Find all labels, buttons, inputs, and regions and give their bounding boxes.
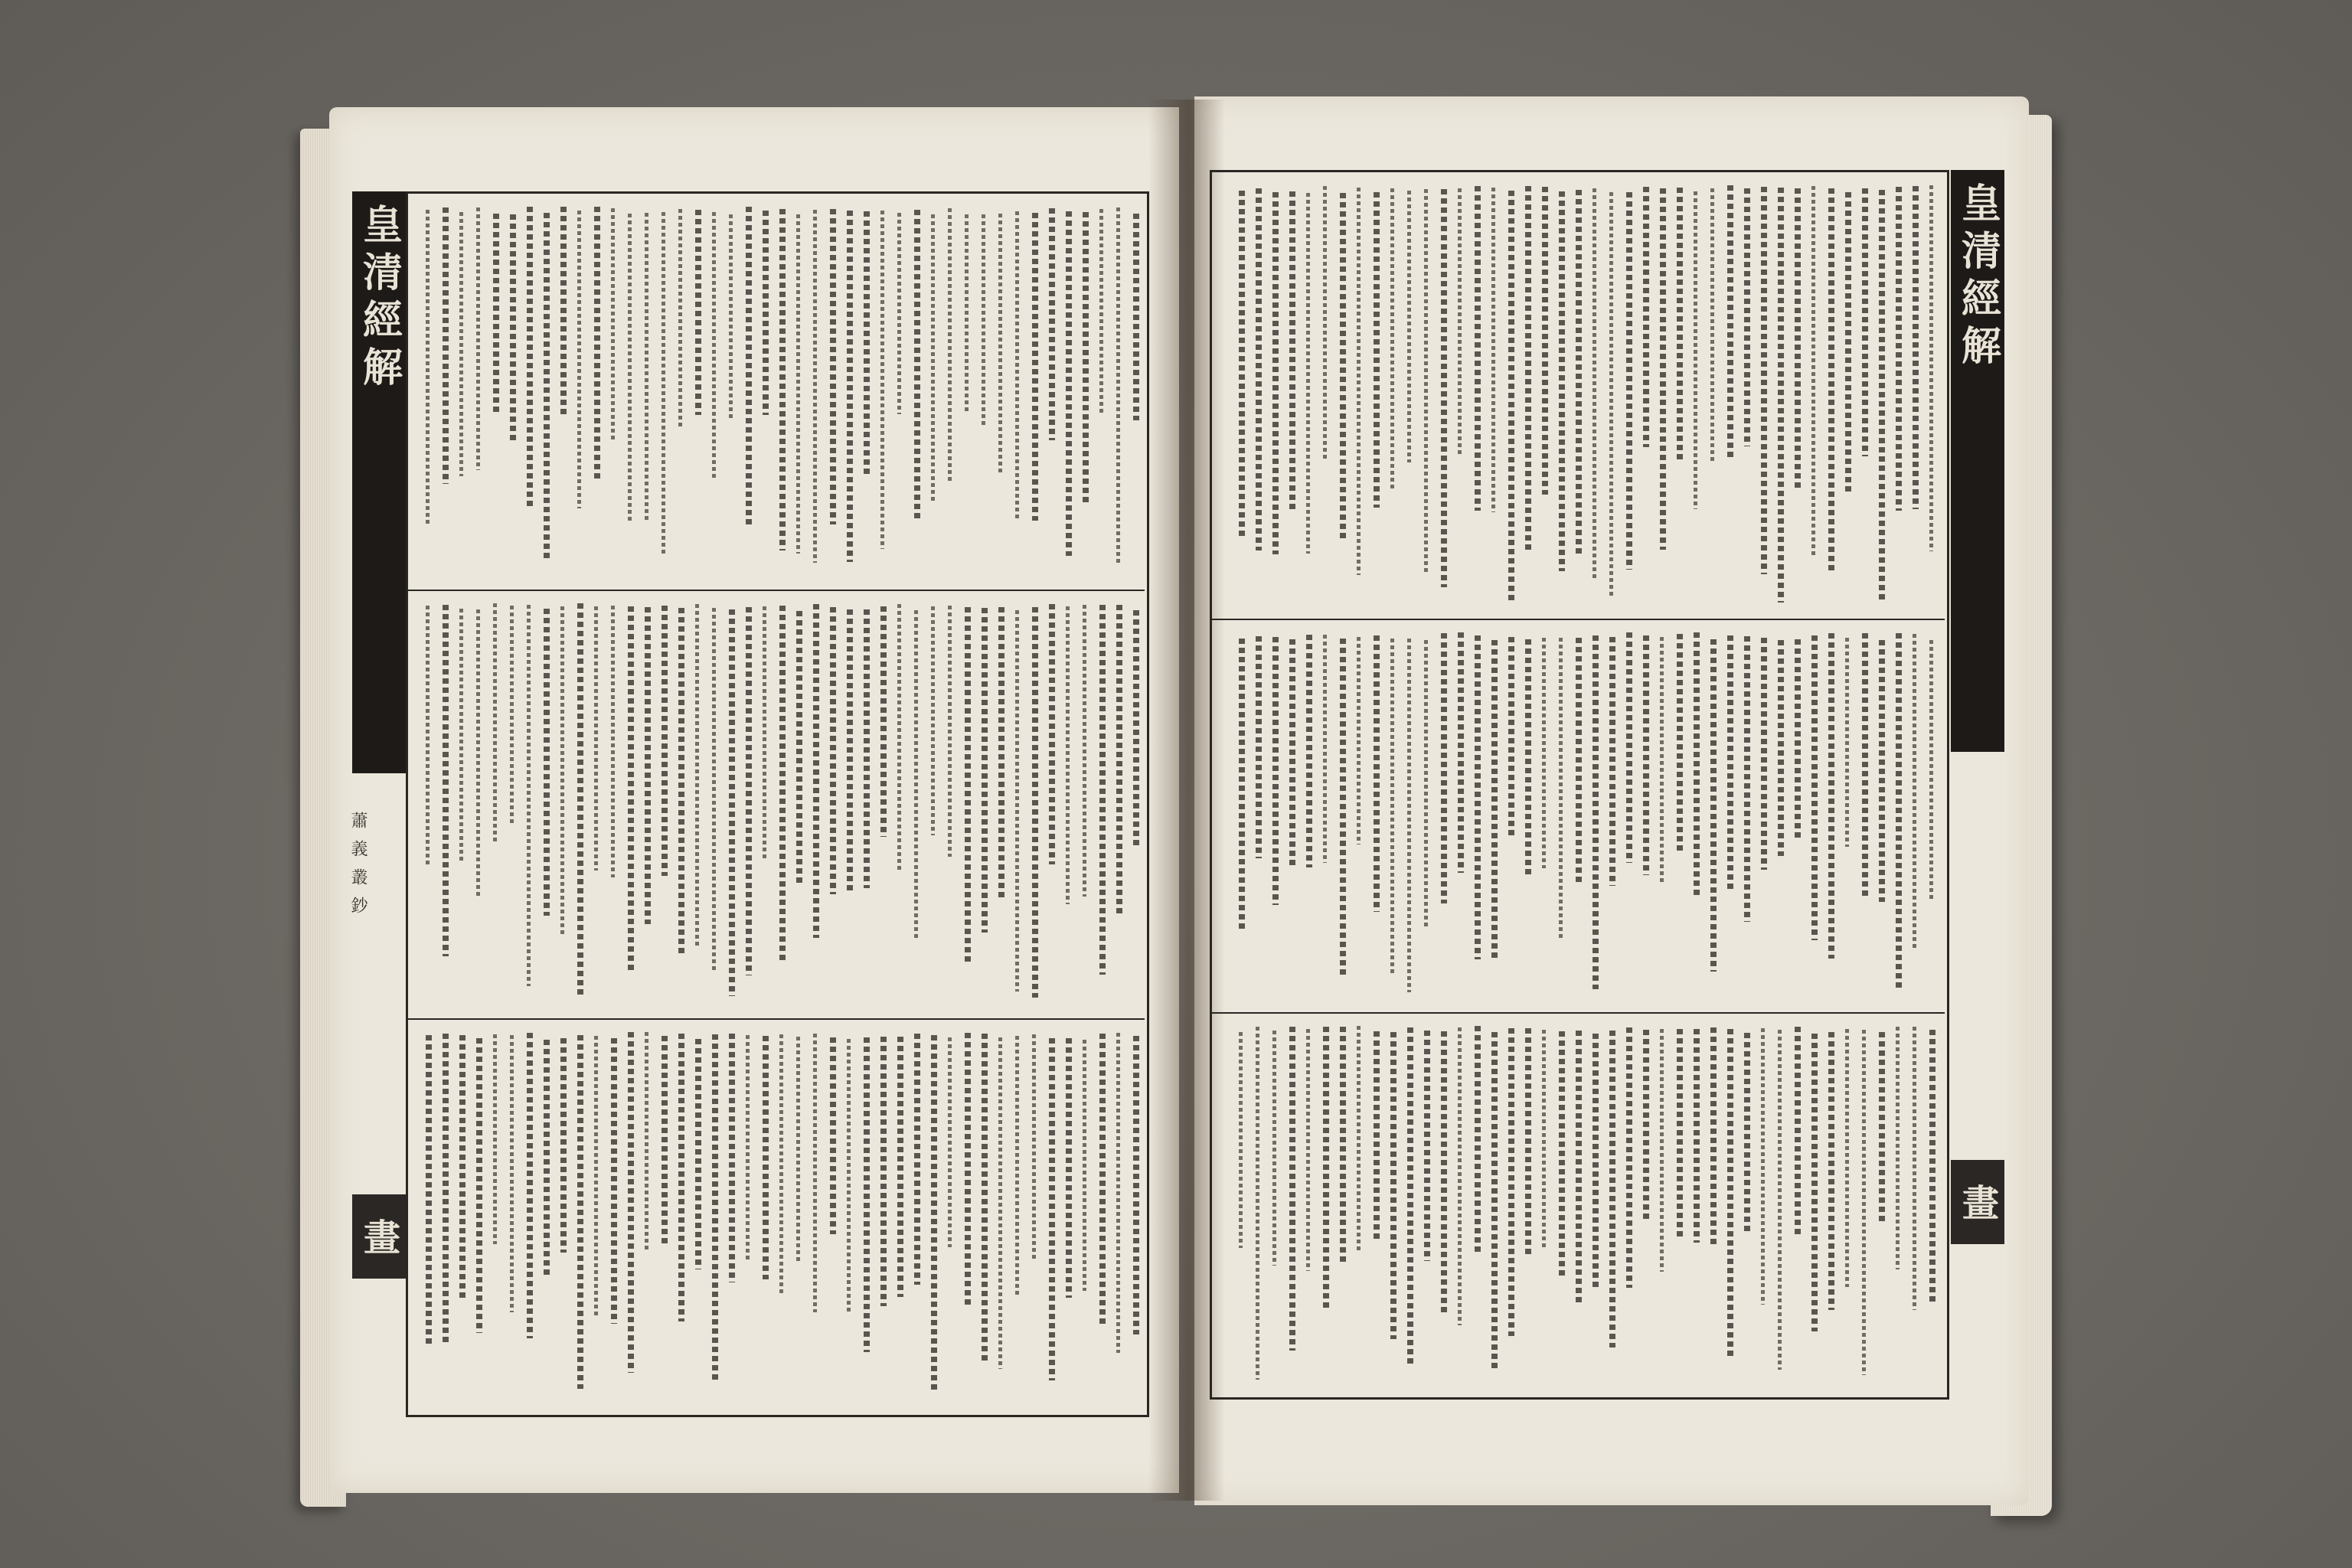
text-column (1576, 1031, 1582, 1304)
text-column (1340, 193, 1346, 538)
text-column (426, 606, 430, 866)
text-column (560, 606, 564, 936)
text-column (1032, 213, 1038, 521)
text-column (510, 1035, 514, 1312)
text-column (645, 213, 648, 521)
text-column (1660, 188, 1666, 550)
text-column (914, 1034, 920, 1285)
text-column (611, 606, 615, 877)
text-column (864, 211, 870, 475)
text-column (1694, 1029, 1700, 1243)
text-column (982, 608, 988, 932)
text-column (1811, 1034, 1818, 1331)
text-column (1508, 191, 1514, 601)
text-column (662, 606, 668, 876)
text-column (897, 604, 901, 871)
text-column (1323, 186, 1327, 458)
text-column (493, 603, 497, 841)
text-column (948, 1037, 952, 1247)
text-column (847, 609, 853, 893)
text-column (577, 1035, 583, 1389)
text-column (1458, 632, 1464, 873)
text-column (1049, 208, 1055, 440)
text-column (864, 1037, 870, 1353)
text-column (1929, 640, 1933, 900)
text-column (1609, 1031, 1615, 1348)
text-column (1289, 191, 1295, 510)
text-column (1032, 1034, 1036, 1261)
text-column (1323, 1027, 1329, 1308)
text-column (813, 210, 817, 563)
text-column (1407, 1027, 1413, 1363)
text-column (1099, 605, 1106, 975)
text-column (1491, 188, 1495, 512)
text-column (1879, 190, 1885, 601)
text-column (1390, 188, 1394, 488)
text-column (1239, 639, 1245, 928)
text-column (1542, 187, 1548, 495)
text-column (1643, 635, 1649, 875)
text-column (998, 607, 1004, 899)
text-column (1896, 633, 1902, 991)
text-column (1913, 186, 1919, 509)
text-column (931, 214, 935, 501)
text-column (1559, 191, 1565, 571)
text-column (1896, 187, 1902, 511)
right-band-rule-upper (1210, 619, 1945, 620)
text-column (779, 1034, 783, 1294)
text-column (1272, 1031, 1276, 1266)
text-column (1491, 640, 1498, 959)
text-column (628, 606, 634, 970)
text-column (1626, 192, 1632, 570)
text-column (1913, 1027, 1916, 1310)
text-column (1116, 605, 1122, 914)
text-column (1441, 633, 1447, 903)
left-header-banner (352, 191, 406, 773)
text-column (1913, 634, 1916, 949)
text-column (1761, 1028, 1765, 1305)
text-column (1592, 635, 1599, 989)
text-column (1761, 638, 1767, 870)
text-column (1272, 192, 1279, 554)
text-column (1133, 610, 1139, 848)
text-column (1862, 633, 1868, 899)
text-column (1609, 637, 1615, 886)
text-column (1542, 1030, 1546, 1248)
text-column (1475, 186, 1481, 511)
text-column (1239, 191, 1245, 540)
text-column (746, 1035, 750, 1263)
text-column (1694, 191, 1697, 510)
text-column (1424, 1031, 1430, 1261)
text-column (1795, 639, 1801, 838)
text-column (1929, 185, 1933, 551)
text-column (1508, 1028, 1514, 1336)
text-column (1083, 1040, 1086, 1291)
text-column (796, 1037, 800, 1263)
text-column (1592, 188, 1596, 581)
text-column (1256, 188, 1262, 550)
text-column (1845, 1029, 1849, 1286)
text-column (796, 214, 800, 554)
text-column (662, 1036, 668, 1246)
text-column (577, 211, 581, 508)
text-column (1407, 191, 1411, 462)
text-column (426, 1035, 432, 1344)
text-column (1015, 1036, 1019, 1297)
text-column (560, 1038, 567, 1252)
text-column (1256, 636, 1262, 859)
text-column (662, 212, 665, 557)
left-folio-mark: 畫 (352, 1194, 406, 1279)
text-column (1491, 1032, 1498, 1372)
text-column (1256, 1027, 1259, 1380)
text-column (1441, 189, 1447, 587)
text-column (1525, 639, 1531, 875)
text-column (1424, 640, 1428, 928)
text-column (1323, 635, 1327, 863)
text-column (1475, 635, 1481, 959)
text-column (594, 1036, 598, 1318)
text-column (1559, 638, 1563, 938)
text-column (931, 1035, 937, 1390)
text-column (1441, 1031, 1447, 1313)
text-column (1357, 188, 1361, 575)
text-column (1542, 638, 1546, 868)
text-column (729, 609, 735, 996)
text-column (1357, 1026, 1361, 1253)
text-column (594, 606, 598, 871)
text-column (1862, 1030, 1866, 1375)
text-column (1744, 636, 1750, 923)
text-column (864, 609, 870, 888)
text-column (1828, 633, 1834, 959)
text-column (914, 210, 920, 522)
text-column (459, 1035, 466, 1301)
text-column (1306, 193, 1310, 554)
text-column (982, 1034, 988, 1362)
text-column (1811, 635, 1818, 940)
text-column (965, 607, 971, 963)
text-column (1032, 607, 1038, 998)
text-column (897, 213, 901, 414)
text-column (628, 1032, 634, 1372)
text-column (1710, 1027, 1717, 1244)
text-column (1458, 1027, 1462, 1325)
text-column (1744, 188, 1750, 446)
text-column (594, 207, 600, 479)
text-column (510, 214, 516, 440)
text-column (813, 604, 819, 938)
text-column (560, 207, 567, 416)
text-column (1710, 639, 1717, 972)
text-column (1626, 1027, 1632, 1288)
text-column (1677, 1029, 1683, 1240)
text-column (1390, 639, 1394, 972)
text-column (1133, 1036, 1139, 1334)
text-column (1896, 1027, 1900, 1270)
text-column (1879, 640, 1885, 902)
text-column (1778, 1030, 1782, 1370)
text-column (678, 608, 684, 956)
text-column (476, 207, 480, 470)
text-column (695, 210, 701, 416)
text-column (1643, 1030, 1649, 1221)
text-column (1778, 188, 1784, 603)
text-column (712, 608, 716, 973)
text-column (1576, 190, 1582, 555)
text-column (1458, 188, 1462, 457)
text-column (1660, 1029, 1664, 1272)
left-header-title: 皇清經解 (355, 204, 403, 394)
text-column (1727, 185, 1733, 457)
text-column (1929, 1030, 1936, 1305)
text-column (1239, 1032, 1243, 1249)
text-column (1609, 192, 1613, 599)
text-column (1289, 639, 1295, 866)
text-column (1133, 214, 1139, 420)
text-column (1845, 638, 1849, 847)
text-column (510, 606, 514, 826)
text-column (813, 1034, 817, 1313)
text-column (1643, 187, 1649, 448)
text-column (982, 214, 985, 426)
text-column (1845, 192, 1851, 492)
text-column (544, 609, 550, 916)
right-header-title: 皇清經解 (1954, 182, 2001, 372)
left-band-rule-lower (406, 1018, 1145, 1020)
text-column (1015, 211, 1019, 520)
text-column (830, 607, 836, 895)
text-column (931, 606, 935, 835)
text-column (1694, 632, 1700, 894)
text-column (1015, 610, 1019, 991)
text-column (1710, 188, 1714, 462)
text-column (763, 211, 769, 415)
left-side-note: 蕭 義 叢 鈔 (348, 812, 368, 916)
text-column (1083, 212, 1089, 506)
text-column (763, 1036, 769, 1279)
text-column (1525, 186, 1531, 552)
text-column (1778, 640, 1784, 856)
text-column (1508, 637, 1514, 839)
text-column (476, 1038, 482, 1332)
text-column (1049, 604, 1055, 864)
text-column (1289, 1027, 1295, 1350)
text-column (880, 606, 887, 838)
text-column (779, 606, 786, 964)
text-column (527, 605, 531, 985)
text-column (1340, 1027, 1346, 1263)
text-column (1340, 639, 1346, 974)
text-column (1049, 1038, 1055, 1380)
text-column (1099, 209, 1103, 414)
text-column (880, 211, 884, 549)
text-column (763, 606, 766, 860)
text-column (746, 207, 752, 524)
text-column (443, 1034, 449, 1346)
text-column (443, 207, 449, 484)
text-column (611, 1038, 617, 1325)
text-column (1660, 637, 1664, 884)
text-column (1390, 1032, 1396, 1339)
text-column (544, 1040, 550, 1275)
text-column (1828, 188, 1834, 573)
text-column (779, 209, 786, 550)
text-column (1475, 1026, 1481, 1253)
text-column (1374, 635, 1380, 913)
text-column (1374, 192, 1380, 508)
text-column (577, 603, 583, 996)
text-column (493, 214, 499, 415)
text-column (914, 610, 918, 941)
text-column (1374, 1031, 1380, 1240)
right-header-banner (1951, 170, 2004, 752)
text-column (1066, 606, 1070, 904)
text-column (1116, 207, 1120, 564)
text-column (628, 214, 632, 522)
text-column (1407, 639, 1411, 993)
text-column (712, 1034, 718, 1380)
text-column (1811, 186, 1815, 557)
text-column (645, 1032, 648, 1249)
text-column (544, 213, 550, 561)
text-column (1083, 605, 1086, 897)
text-column (476, 609, 480, 897)
text-column (1592, 1034, 1599, 1287)
text-column (712, 212, 716, 481)
text-column (729, 1034, 735, 1282)
text-column (796, 611, 802, 884)
text-column (1066, 211, 1072, 556)
text-column (1306, 635, 1312, 867)
text-column (965, 214, 969, 414)
text-column (1066, 1038, 1072, 1298)
text-column (1744, 1033, 1750, 1234)
text-column (965, 1033, 971, 1307)
text-column (1559, 1031, 1565, 1278)
text-column (1727, 635, 1733, 889)
right-band-rule-lower (1210, 1012, 1945, 1014)
text-column (1576, 638, 1582, 884)
text-column (847, 211, 853, 562)
left-band-rule-upper (406, 590, 1145, 591)
text-column (611, 208, 615, 442)
text-column (1828, 1032, 1834, 1310)
text-column (1727, 1029, 1733, 1358)
text-column (1424, 189, 1428, 573)
text-column (746, 607, 752, 975)
text-column (527, 207, 533, 506)
text-column (948, 208, 952, 482)
text-column (493, 1034, 497, 1244)
text-column (459, 609, 463, 861)
text-column (443, 605, 449, 956)
text-column (1525, 1028, 1531, 1255)
text-column (998, 214, 1002, 473)
text-column (695, 1039, 701, 1269)
text-column (1677, 634, 1683, 851)
text-column (830, 209, 836, 524)
text-column (1862, 188, 1868, 456)
text-column (1677, 188, 1683, 462)
text-column (426, 210, 430, 524)
text-column (1795, 1027, 1801, 1236)
text-column (729, 214, 733, 421)
text-column (459, 212, 463, 476)
text-column (1761, 187, 1767, 573)
text-column (1357, 637, 1361, 844)
text-column (897, 1037, 903, 1297)
text-column (948, 606, 952, 857)
text-column (645, 607, 651, 924)
text-column (527, 1033, 533, 1338)
text-column (1099, 1034, 1106, 1325)
text-column (1879, 1032, 1885, 1225)
text-column (678, 209, 682, 428)
text-column (1795, 188, 1801, 488)
text-column (1272, 637, 1279, 905)
text-column (998, 1037, 1002, 1369)
text-column (695, 604, 699, 946)
text-column (1116, 1033, 1120, 1353)
text-column (1626, 632, 1632, 863)
text-column (847, 1039, 851, 1314)
text-column (830, 1037, 836, 1234)
right-folio-mark: 畫 (1951, 1160, 2004, 1244)
text-column (880, 1037, 887, 1306)
text-column (1306, 1029, 1310, 1271)
text-column (678, 1034, 684, 1321)
